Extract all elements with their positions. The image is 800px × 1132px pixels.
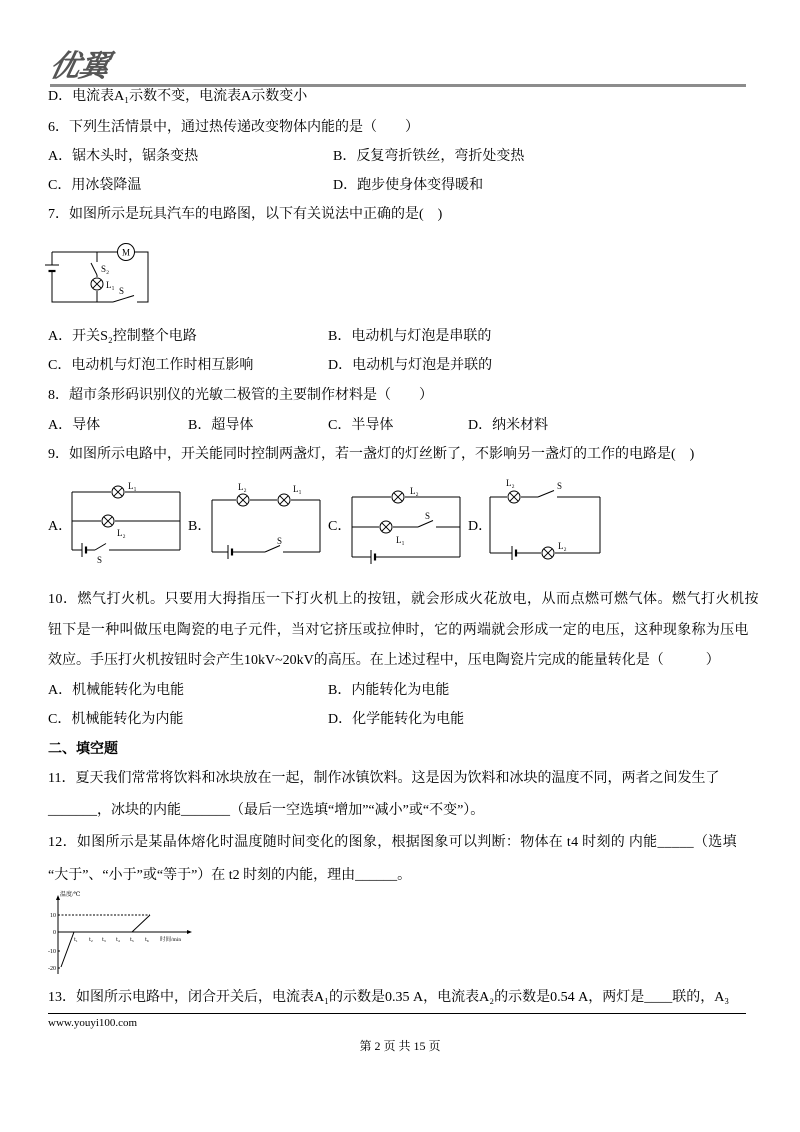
lamp-label: L₁ bbox=[396, 535, 405, 545]
q6-stem: 6．下列生活情景中，通过热传递改变物体内能的是（ ） bbox=[48, 120, 419, 135]
brand-logo: 优翼 bbox=[46, 49, 112, 84]
q9-option-a-circuit bbox=[66, 478, 186, 566]
q7-option-a: A．开关S₂控制整个电路 bbox=[48, 329, 197, 344]
q7-circuit-diagram bbox=[40, 236, 160, 310]
q8-option-d: D．纳米材料 bbox=[468, 418, 549, 433]
header-rule bbox=[50, 84, 746, 87]
x-axis-arrow bbox=[187, 930, 192, 934]
lamp-symbol bbox=[392, 491, 404, 503]
lamp-symbol bbox=[102, 515, 114, 527]
q10-option-c: C．机械能转化为内能 bbox=[48, 712, 184, 727]
q8-option-c: C．半导体 bbox=[328, 418, 394, 433]
lamp-label: L₂ bbox=[238, 482, 247, 492]
lamp-symbol bbox=[380, 521, 392, 533]
q9-option-d-circuit bbox=[484, 474, 606, 562]
q10-option-d: D．化学能转化为电能 bbox=[328, 712, 465, 727]
q11-line-1: 11．夏天我们常常将饮料和冰块放在一起，制作冰镇饮料。这是因为饮料和冰块的温度不同，两者之间发生了 bbox=[48, 771, 720, 786]
x-tick-label: t₃ bbox=[102, 937, 106, 943]
q9-option-d-label: D． bbox=[468, 519, 493, 534]
q8-stem: 8．超市条形码识别仪的光敏二极管的主要制作材料是（ ） bbox=[48, 388, 433, 403]
q9-option-a-label: A． bbox=[48, 519, 73, 534]
x-tick-label: t₄ bbox=[116, 937, 120, 943]
q6-option-b: B．反复弯折铁丝，弯折处变热 bbox=[333, 149, 525, 164]
q12-line-1: 12．如图所示是某晶体熔化时温度随时间变化的图象，根据图象可以判断：物体在 t4 时刻的 内能_____（选填 bbox=[48, 835, 737, 850]
lamp-label: L₂ bbox=[506, 478, 515, 488]
lamp-symbol bbox=[278, 494, 290, 506]
switch-label: S bbox=[557, 481, 563, 491]
q7-option-c: C．电动机与灯泡工作时相互影响 bbox=[48, 358, 254, 373]
lamp-symbol bbox=[508, 491, 520, 503]
motor-label: M bbox=[121, 247, 131, 258]
q9-option-c-circuit bbox=[346, 478, 466, 566]
lamp-label: L₁ bbox=[128, 481, 137, 491]
switch-symbol bbox=[418, 521, 433, 528]
lamp-label: L₁ bbox=[106, 280, 115, 290]
q9-stem: 9．如图所示电路中，开关能同时控制两盏灯，若一盏灯的灯丝断了，不影响另一盏灯的工作的电路是( ) bbox=[48, 447, 695, 462]
lamp-label: L₁ bbox=[293, 484, 302, 494]
q5-option-d: D．电流表A₁示数不变，电流表A示数变小 bbox=[48, 89, 308, 104]
y-tick-label: 0 bbox=[53, 930, 56, 936]
switch-symbol bbox=[265, 546, 280, 553]
y-tick-label: 10 bbox=[50, 913, 56, 919]
q10-option-b: B．内能转化为电能 bbox=[328, 683, 450, 698]
y-tick-label: -10 bbox=[48, 949, 56, 955]
switch-label: S bbox=[119, 286, 125, 296]
lamp-label: L₂ bbox=[558, 541, 567, 551]
x-tick-label: t₂ bbox=[89, 937, 93, 943]
wire bbox=[52, 271, 113, 302]
page-number: 第 2 页 共 15 页 bbox=[359, 1039, 441, 1053]
lamp-label: L₂ bbox=[117, 528, 126, 538]
footer-url: www.youyi100.com bbox=[48, 1017, 138, 1029]
y-axis-label: 温度/℃ bbox=[60, 892, 81, 898]
q10-line-3: 效应。手压打火机按钮时会产生10kV~20kV的高压。在上述过程中，压电陶瓷片完成的能量转化是（ ） bbox=[48, 653, 720, 668]
q12-line-2: “大于”、“小于”或“等于”）在 t2 时刻的内能，理由______。 bbox=[48, 868, 412, 883]
q10-line-2: 钮下是一种叫做压电陶瓷的电子元件，当对它挤压或拉伸时，它的两端就会形成一定的电压，这种现象称为压电 bbox=[48, 623, 749, 638]
q7-stem: 7．如图所示是玩具汽车的电路图，以下有关说法中正确的是( ) bbox=[48, 207, 443, 222]
x-tick-label: t₁ bbox=[74, 937, 78, 943]
q8-option-a: A．导体 bbox=[48, 418, 101, 433]
q10-option-a: A．机械能转化为电能 bbox=[48, 683, 185, 698]
q6-option-c: C．用冰袋降温 bbox=[48, 178, 142, 193]
switch-symbol bbox=[113, 296, 134, 303]
switch-label: S₂ bbox=[101, 264, 110, 274]
switch-label: S bbox=[97, 555, 103, 565]
x-axis-label: 时间/min bbox=[160, 937, 182, 943]
q13-line-1: 13．如图所示电路中，闭合开关后，电流表A₁的示数是0.35 A，电流表A₂的示数是0.54 A，两灯是____联的，A₃ bbox=[48, 990, 730, 1005]
switch-label: S bbox=[277, 536, 283, 546]
lamp-label: L₂ bbox=[410, 486, 419, 496]
x-tick-label: t₅ bbox=[130, 937, 134, 943]
q11-line-2: _______，冰块的内能_______（最后一空选填“增加”“减小”或“不变”）。 bbox=[48, 803, 485, 818]
wire bbox=[135, 252, 149, 302]
q6-option-a: A．锯木头时，锯条变热 bbox=[48, 149, 199, 164]
q6-option-d: D．跑步使身体变得暖和 bbox=[333, 178, 484, 193]
lamp-symbol bbox=[542, 547, 554, 559]
y-tick-label: -20 bbox=[48, 966, 56, 972]
x-tick-label: t₆ bbox=[145, 937, 149, 943]
q7-option-b: B．电动机与灯泡是串联的 bbox=[328, 329, 492, 344]
q8-option-b: B．超导体 bbox=[188, 418, 254, 433]
section-title: 二、填空题 bbox=[48, 742, 118, 757]
switch-symbol bbox=[538, 491, 554, 498]
q9-option-b-circuit bbox=[206, 478, 326, 562]
lamp-symbol bbox=[237, 494, 249, 506]
q9-option-c-label: C． bbox=[328, 519, 352, 534]
footer-rule bbox=[48, 1013, 746, 1014]
q7-option-d: D．电动机与灯泡是并联的 bbox=[328, 358, 493, 373]
switch-symbol bbox=[91, 263, 97, 275]
q9-option-b-label: B． bbox=[188, 519, 212, 534]
switch-label: S bbox=[425, 511, 431, 521]
lamp-symbol bbox=[91, 278, 103, 290]
q12-temperature-graph bbox=[40, 890, 200, 974]
switch-symbol bbox=[95, 544, 106, 551]
lamp-symbol bbox=[112, 486, 124, 498]
q10-line-1: 10．燃气打火机。只要用大拇指压一下打火机上的按钮，就会形成火花放电，从而点燃可燃气体。燃气打火机按 bbox=[48, 592, 759, 607]
